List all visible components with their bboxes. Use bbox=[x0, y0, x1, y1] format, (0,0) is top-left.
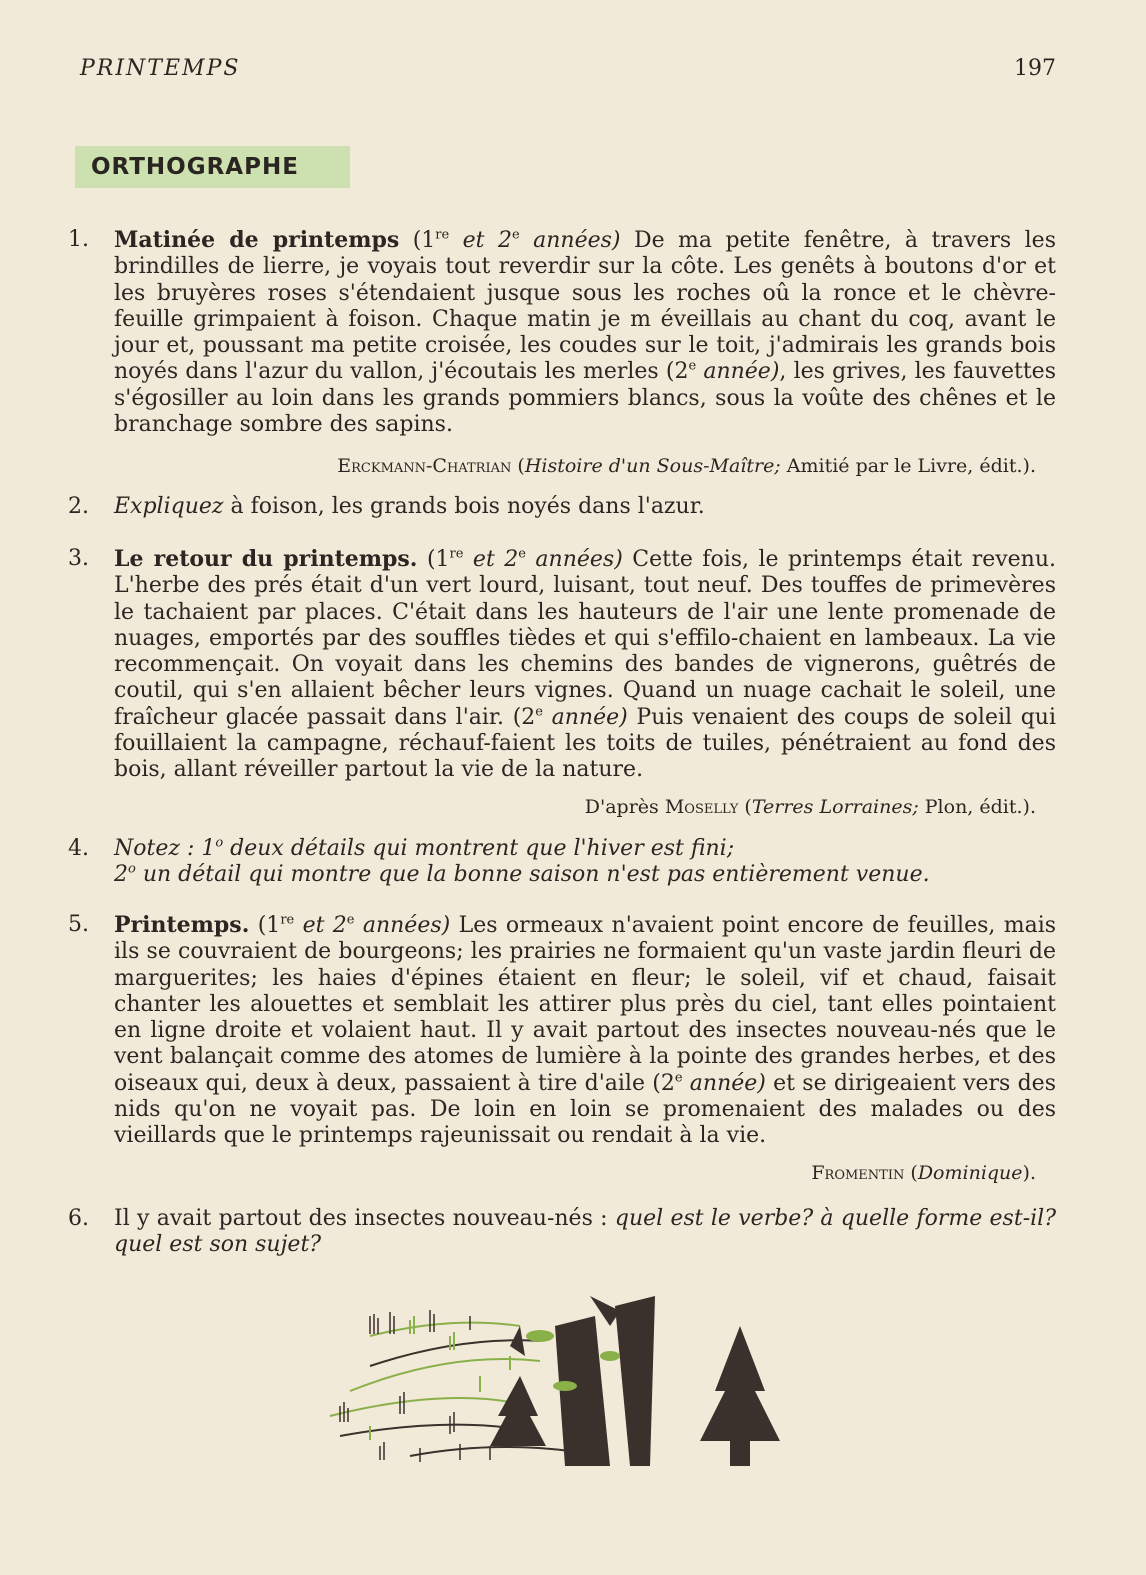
exercise-number: 4. bbox=[68, 836, 89, 861]
exercise-body bbox=[114, 494, 1056, 520]
exercise-number: 6. bbox=[68, 1206, 89, 1231]
exercise-4 bbox=[68, 836, 1056, 892]
exercise-number: 2. bbox=[68, 494, 89, 519]
exercise-5 bbox=[68, 912, 1056, 1192]
annees-marker: (1re et 2e années) bbox=[257, 912, 451, 938]
exercise-text: Cette fois, le printemps était revenu. L'herbe des prés était d'un vert lourd, luisant, tout neuf. Des touffes de primevères le tachaient par places. C'était dans les hauteurs de l'air une lente promenade de nuages, emportés par des souffles tièdes et qui s'effilo-chaient en lambeaux. La vie recommençait. On voyait dans les chemins des bandes de vignerons, guêtrés de coutil, qui s'en allaient bêcher leurs vignes. Quand un nuage cachait le soleil, une fraîcheur glacée passait dans l'air. bbox=[114, 547, 1057, 730]
exercise-title: Matinée de printemps bbox=[114, 227, 400, 253]
exercise-text: Il y avait partout des insectes nouveau-nés : bbox=[114, 1206, 615, 1231]
attribution: D'après Moselly (Terres Lorraines; Plon, édit.). bbox=[584, 796, 1036, 818]
exercise-text: De ma petite fenêtre, à travers les brindilles de lierre, je voyais tout reverdir sur la côte. Les genêts à boutons d'or et les bruyères roses s'étendaient jusque sous les roches oû la ronce et le chèvre-feuille grimpaient à foison. Chaque matin je m éveillais au chant du coq, avant le jour et, poussant ma petite croisée, les coudes sur le toit, j'admirais les grands bois noyés dans l'azur du vallon, j'écoutais les merles bbox=[114, 228, 1056, 385]
annee-marker: (2e année) bbox=[512, 704, 628, 730]
running-title: PRINTEMPS bbox=[80, 56, 241, 81]
page-number: 197 bbox=[1014, 56, 1056, 81]
exercise-3 bbox=[68, 546, 1056, 826]
exercise-6 bbox=[68, 1206, 1056, 1262]
exercise-text: Les ormeaux n'avaient point encore de feuilles, mais ils se couvraient de bourgeons; les prairies ne formaient qu'un vaste jardin fleuri de marguerites; les haies d'épines étaient en fleur; le soleil, vif et chaud, faisait chanter les alouettes et semblait les attirer plus près du ciel, tant elles pointaient en ligne droite et volaient haut. Il y avait partout des insectes nouveau-nés que le vent balançait comme des atomes de lumière à la pointe des grandes herbes, et des oiseaux qui, deux à deux, passaient à tire d'aile bbox=[114, 913, 1057, 1096]
exercise-title: Le retour du printemps. bbox=[114, 546, 418, 572]
exercise-number: 1. bbox=[68, 227, 89, 252]
exercise-body bbox=[114, 836, 1056, 889]
annees-marker: (1re et 2e années) bbox=[412, 227, 621, 253]
exercise-number: 3. bbox=[68, 546, 89, 571]
exercise-text: à foison, les grands bois noyés dans l'azur. bbox=[223, 494, 705, 519]
exercise-questions: quel est le verbe? à quelle forme est-il? quel est son sujet? bbox=[114, 1206, 1056, 1258]
grass-green-icon bbox=[370, 1316, 510, 1440]
annees-marker: (1re et 2e années) bbox=[426, 546, 623, 572]
question-line-2: 2$^o$ un détail qui montre que la bonne saison n'est pas entièrement venue. bbox=[114, 861, 930, 888]
exercise-1 bbox=[68, 227, 1056, 487]
exercise-body bbox=[114, 227, 1056, 438]
forest-illustration bbox=[310, 1296, 820, 1466]
exercise-body bbox=[114, 1206, 1056, 1259]
exercise-text-continued: , les grives, les fauvettes s'égosiller au loin dans les grands pommiers blancs, sous la voûte des chênes et le branchage sombre des sapins. bbox=[114, 359, 1056, 438]
instruction-verb: Expliquez bbox=[114, 494, 224, 519]
annee-marker: (2e année) bbox=[652, 1070, 766, 1096]
question-line-1: Notez : 1$^o$ deux détails qui montrent que l'hiver est fini; bbox=[114, 835, 735, 861]
exercise-text-continued: et se dirigeaient vers des nids qu'on ne voyait pas. De loin en loin se promenaient des malades ou des vieillards que le printemps rajeunissait ou rendait à la vie. bbox=[114, 1070, 1056, 1149]
attribution: Fromentin (Dominique). bbox=[811, 1162, 1036, 1184]
exercise-number: 5. bbox=[68, 912, 89, 937]
attribution: Erckmann-Chatrian (Histoire d'un Sous-Maître; Amitié par le Livre, édit.). bbox=[337, 455, 1036, 477]
exercise-body bbox=[114, 546, 1056, 784]
section-label: ORTHOGRAPHE bbox=[75, 146, 350, 188]
exercise-text-continued: Puis venaient des coups de soleil qui fouillaient la campagne, réchauf-faient les toits de tuiles, pénétraient au fond des bois, allant réveiller partout la vie de la nature. bbox=[114, 704, 1057, 783]
exercise-2 bbox=[68, 494, 1056, 524]
exercise-body bbox=[114, 912, 1056, 1150]
annee-marker: (2e année) bbox=[665, 359, 780, 385]
exercise-title: Printemps. bbox=[114, 912, 250, 938]
